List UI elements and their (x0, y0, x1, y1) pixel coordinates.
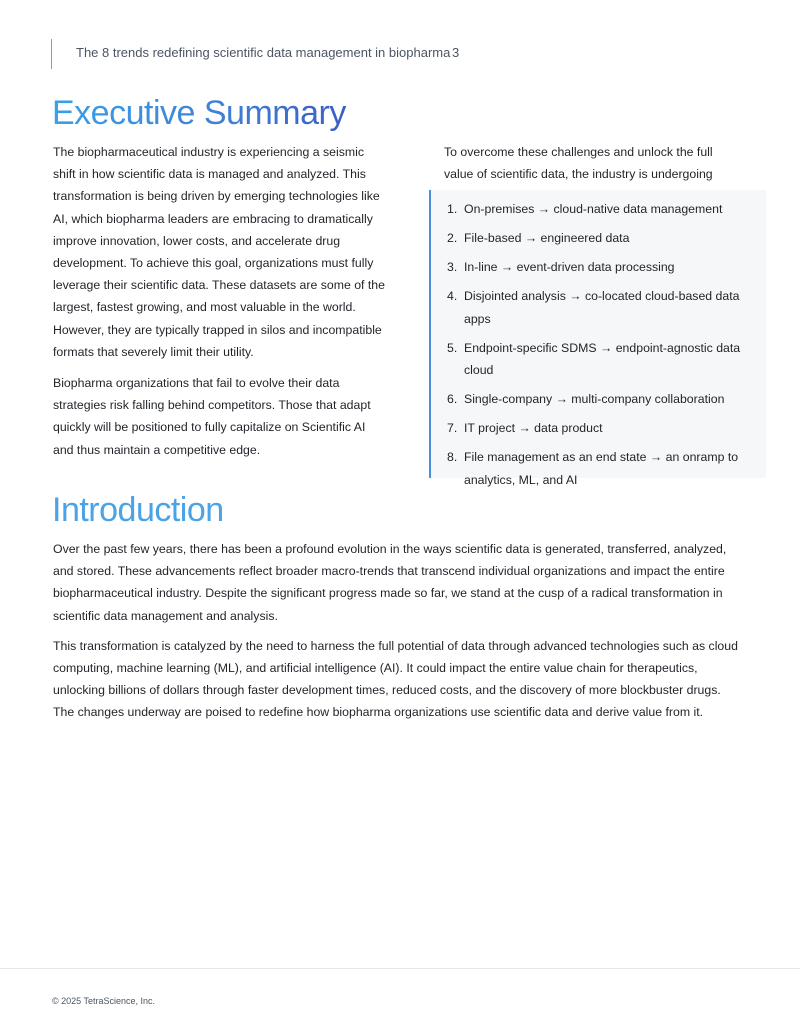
footer-copyright: © 2025 TetraScience, Inc. (52, 996, 156, 1006)
shift-item (447, 417, 747, 440)
shift-number: 3. (447, 260, 458, 274)
shift-number: 1. (447, 202, 458, 216)
shift-text: File management as an end state → an onramp to analytics, ML, and AI (464, 450, 739, 487)
shift-item (447, 285, 747, 330)
key-shifts-callout (429, 190, 766, 487)
footer-divider (0, 968, 800, 969)
introduction-body (53, 538, 743, 732)
shift-number: 4. (447, 289, 458, 303)
key-shifts-list (447, 198, 747, 498)
intro-paragraph: Over the past few years, there has been a profound evolution in the ways scientific data is generated, transferred, analyzed, and stored. These advancements reflect broader macro-trends that transcend individual organizations and impact the entire biopharmaceutical industry. Despite the significant progress made so far, we stand at the cusp of a radical transformation in scientific data management and analysis. (53, 542, 727, 623)
summary-paragraph: Biopharma organizations that fail to evolve their data strategies risk falling behind competitors. Those that adapt quickly will be positioned to fully capitalize on Scientific AI and thus maintain a competitive edge. (53, 376, 371, 457)
shift-text: Single-company → multi-company collaboration (464, 392, 725, 406)
shift-item (447, 388, 747, 411)
summary-paragraph: The biopharmaceutical industry is experiencing a seismic shift in how scientific data is managed and analyzed. This transformation is being driven by emerging technologies like AI, which biopharma leaders are embracing to dramatically improve innovation, lower costs, and accelerate drug development. To achieve this goal, organizations must fully leverage their scientific data. These datasets are some of the largest, fastest growing, and most valuable in the world. However, they are typically trapped in silos and incompatible formats that severely limit their utility. (53, 145, 385, 359)
shifts-intro-text: To overcome these challenges and unlock the full value of scientific data, the industry is undergoing (444, 145, 713, 182)
page-number: 3 (452, 45, 460, 60)
shift-text: In-line → event-driven data processing (464, 260, 675, 274)
executive-summary-heading: Executive Summary (52, 94, 346, 132)
intro-paragraph: This transformation is catalyzed by the need to harness the full potential of data through advanced technologies such as cloud computing, machine learning (ML), and artificial intelligence (AI). It could impact the entire value chain for therapeutics, unlocking billions of dollars through faster development times, reduced costs, and the discovery of more blockbuster drugs. The changes underway are poised to redefine how biopharma organizations use scientific data and derive value from it. (53, 638, 738, 720)
shift-text: On-premises → cloud-native data management (464, 202, 723, 216)
document-title: The 8 trends redefining scientific data management in biopharma (76, 45, 451, 60)
shift-text: IT project → data product (464, 421, 603, 435)
shift-text: Endpoint-specific SDMS → endpoint-agnostic data cloud (464, 340, 741, 377)
header-accent-bar (51, 39, 52, 69)
shift-text: Disjointed analysis → co-located cloud-based data apps (464, 289, 740, 326)
shift-number: 6. (447, 392, 458, 406)
shift-number: 2. (447, 231, 458, 245)
shift-number: 8. (447, 450, 458, 464)
shift-number: 7. (447, 421, 458, 435)
shift-text: File-based → engineered data (464, 231, 630, 245)
shift-item (447, 198, 747, 221)
shift-item (447, 337, 747, 382)
shift-item (447, 446, 747, 491)
shift-item (447, 256, 747, 279)
shift-item (447, 227, 747, 250)
introduction-heading: Introduction (52, 491, 224, 529)
shift-number: 5. (447, 340, 458, 355)
executive-summary-body (53, 141, 389, 470)
